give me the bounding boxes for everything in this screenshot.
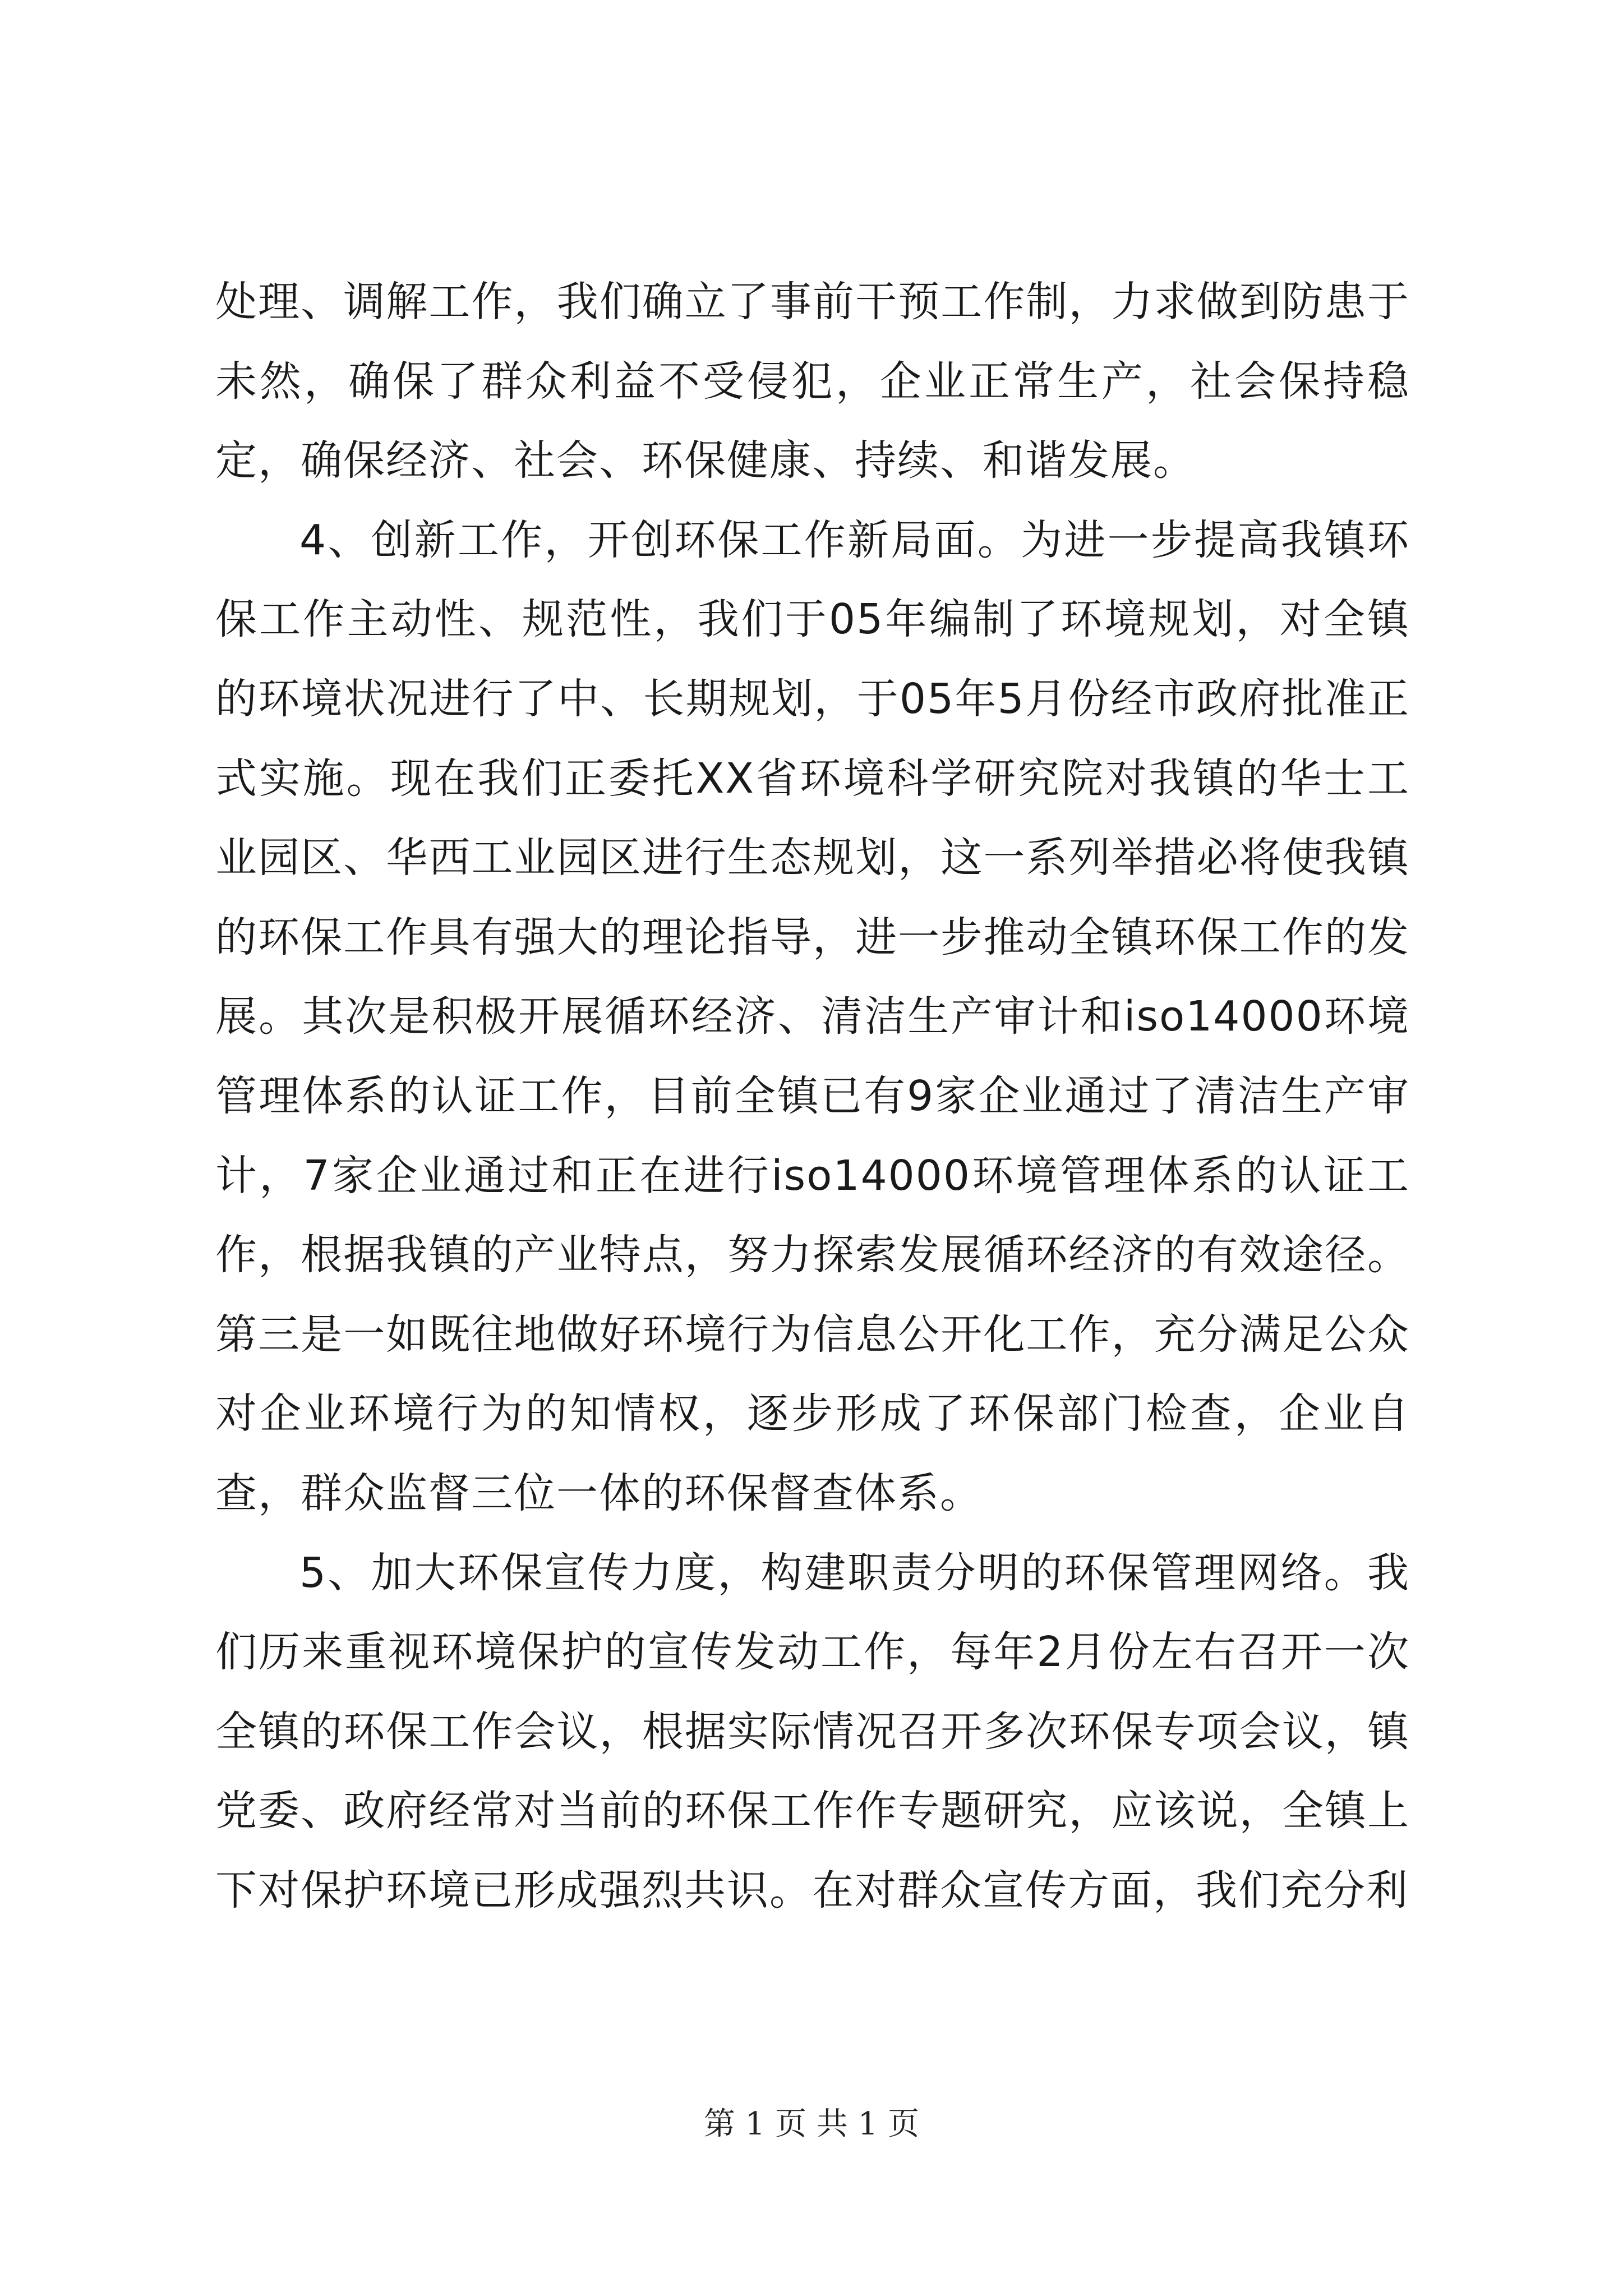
paragraph-continuation: 处理、调解工作，我们确立了事前干预工作制，力求做到防患于未然，确保了群众利益不受侵犯，企业正常生产，社会保持稳定，确保经济、社会、环保健康、持续、和谐发展。 xyxy=(215,278,1410,485)
page-footer: 第 1 页 共 1 页 xyxy=(703,2106,920,2142)
paragraph-item-4: 4、创新工作，开创环保工作新局面。为进一步提高我镇环保工作主动性、规范性，我们于05年编制了环境规划，对全镇的环境状况进行了中、长期规划，于05年5月份经市政府批准正式实施。现在我们正委托XX省环境科学研究院对我镇的华士工业园区、华西工业园区进行生态规划，这一系列举措必将使我镇的环保工作具有强大的理论指导，进一步推动全镇环保工作的发展。其次是积极开展循环经济、清洁生产审计和iso14000环境管理体系的认证工作，目前全镇已有9家企业通过了清洁生产审计，7家企业通过和正在进行iso14000环境管理体系的认证工作，根据我镇的产业特点，努力探索发展循环经济的有效途径。第三是一如既往地做好环境行为信息公开化工作，充分满足公众对企业环境行为的知情权，逐步形成了环保部门检查，企业自查，群众监督三位一体的环保督查体系。 xyxy=(215,516,1410,1517)
document-body xyxy=(215,263,1410,1930)
paragraph-item-5: 5、加大环保宣传力度，构建职责分明的环保管理网络。我们历来重视环境保护的宣传发动工作，每年2月份左右召开一次全镇的环保工作会议，根据实际情况召开多次环保专项会议，镇党委、政府经常对当前的环保工作作专题研究，应该说，全镇上下对保护环境已形成强烈共识。在对群众宣传方面，我们充分利 xyxy=(215,1548,1410,1915)
